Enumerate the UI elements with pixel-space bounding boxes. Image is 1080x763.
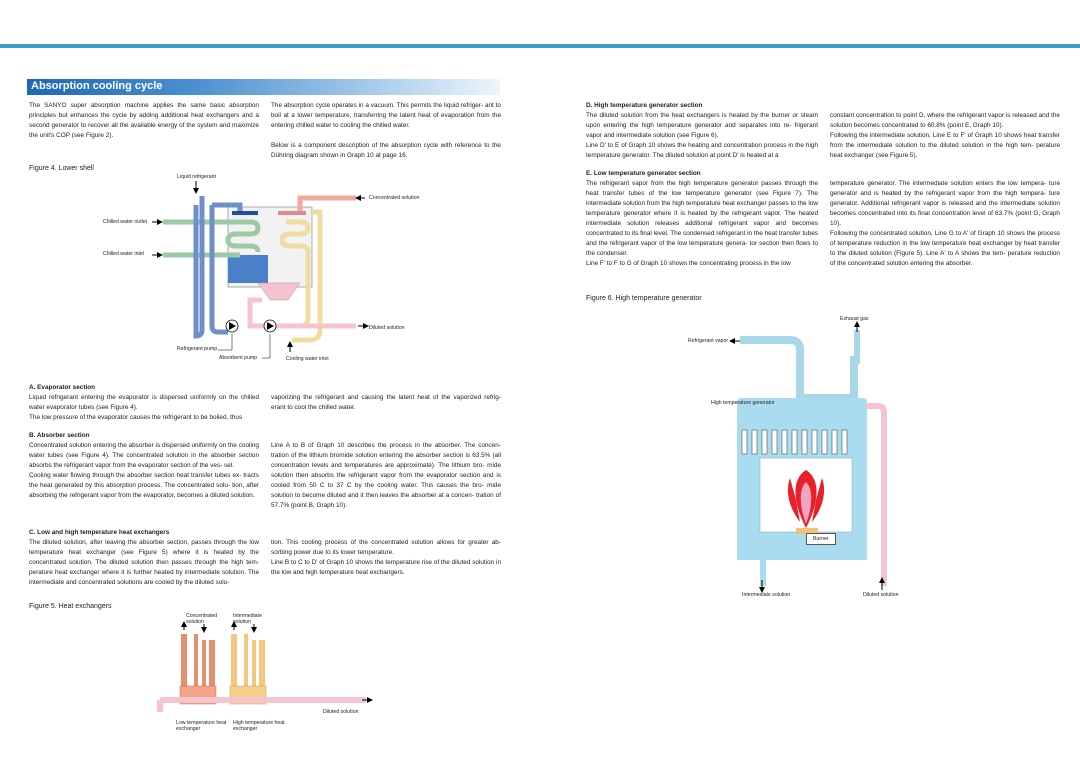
figure-6-caption: Figure 6. High temperature generator xyxy=(586,295,702,302)
intro-paragraph-2b: Below is a component description of the absorption cycle with reference to the Dühring diagram shown in Graph 10 at page 16. xyxy=(271,142,501,159)
intro-paragraph-2a: The absorption cycle operates in a vacuum. This permits the liquid refriger- ant to boil at a lower temperature, transferring the latent heat of evaporation from the entering chilled water to cooling the chilled water. xyxy=(271,102,501,129)
absorber-sump xyxy=(258,283,300,300)
label-intermediate-solution-fig5: Intermediate solution xyxy=(233,613,262,625)
label-chilled-water-outlet: Chilled water outlet xyxy=(103,219,148,225)
refrigerant-spray-header xyxy=(232,211,258,215)
section-a-paragraph-2: The low pressure of the evaporator causes the refrigerant to be boiled, thus xyxy=(29,414,243,421)
section-c-paragraph-2: tion. This cooling process of the concentrated solution allows for greater ab- sorbing power due to its lower temperature. xyxy=(271,539,501,556)
section-d-column-1 xyxy=(586,101,818,161)
label-diluted-solution-fig5: Diluted solution xyxy=(323,709,359,715)
section-e-title: E. Low temperature generator section xyxy=(586,170,701,177)
section-d-column-2 xyxy=(830,111,1060,161)
section-a-paragraph-3: vaporizing the refrigerant and causing the latent heat of the vaporized refrig- erant to cool the chilled water. xyxy=(271,394,501,411)
label-concentrated-solution: Concentrated solution xyxy=(369,195,420,201)
section-e-column-2 xyxy=(830,179,1060,269)
label-low-temp-hx: Low temperature heat exchanger xyxy=(176,720,227,732)
section-e-paragraph-3: temperature generator. The intermediate solution enters the low tempera- ture generator and is heated by the refrigerant vapor from the high tempera- ture generator. Additional refrigerant vapor is released and the intermediate solution becomes concentrated into its final concentration level of 63.7% (point G, Graph 10). xyxy=(830,180,1060,227)
label-refrigerant-pump: Refrigerant pump xyxy=(177,346,218,352)
label-concentrated-solution-fig5: Concentrated solution xyxy=(186,613,218,625)
figure-5-caption: Figure 5. Heat exchangers xyxy=(29,603,112,610)
figure-4-caption: Figure 4. Lower shell xyxy=(29,165,94,172)
section-c-column-1 xyxy=(29,528,259,588)
section-e-column-1 xyxy=(586,169,818,269)
section-e-paragraph-1: The refrigerant vapor from the high temperature generator passes through the heat transfer tubes of the low temperature generator (see Figure 7). The intermediate solution from the high temperature heat exchanger passes to the low temperature generator where it is heated by the refrigerant vapor. The heated intermediate solution releases additional refrigerant vapor and becomes concentrated to its final level. The condensed refrigerant in the heat transfer tubes and the refrigerant vapor of the low temperature genera- tor section then flows to the condenser. xyxy=(586,180,818,257)
label-exhaust-gas: Exhaust gas xyxy=(840,316,869,322)
section-c-paragraph-3: Line B to C to D' of Graph 10 shows the temperature rise of the diluted solution in the low and high temperature heat exchangers. xyxy=(271,559,501,576)
intro-paragraph-1: The SANYO super absorption machine applies the same basic absorption principles but enhances the cycle by adding additional heat exchangers and a second generator to recover all the available energy of the system and maximize the unit's COP (see Figure 2). xyxy=(29,102,259,139)
section-a-column-2 xyxy=(271,393,501,413)
label-high-temp-hx: High temperature heat exchanger xyxy=(233,720,285,732)
label-cooling-water-inlet: Cooling water inlet xyxy=(286,356,329,362)
section-d-title: D. High temperature generator section xyxy=(586,102,703,109)
figure-5-diagram xyxy=(160,624,370,712)
label-liquid-refrigerant: Liquid refrigerant xyxy=(177,174,216,180)
section-e-paragraph-2: Line F' to F to G of Graph 10 shows the concentrating process in the low xyxy=(586,260,791,267)
section-d-paragraph-3: constant concentration to point D, where the refrigerant vapor is released and the solution becomes concentrated to 60.8% (point E, Graph 10). xyxy=(830,112,1060,129)
section-d-paragraph-1: The diluted solution from the heat exchangers is heated by the burner or steam upon entering the high temperature generator and separates into re- frigerant vapor and intermediate solution (see Figure 6). xyxy=(586,112,818,139)
label-burner: Burner xyxy=(806,533,836,545)
section-a-title: A. Evaporator section xyxy=(29,384,96,391)
solution-spray-header xyxy=(278,211,306,215)
label-high-temp-generator: High temperature generator xyxy=(711,400,775,406)
label-chilled-water-inlet: Chilled water inlet xyxy=(103,251,144,257)
section-b-column-2 xyxy=(271,441,501,511)
label-refrigerant-vapor: Refrigerant vapor xyxy=(688,338,729,344)
section-a-column-1 xyxy=(29,383,259,423)
section-c-paragraph-1: The diluted solution, after leaving the absorber section, passes through the low temperature heat exchanger (see Figure 5) where it is heated by the concentrated solution. The diluted solution then passes through the high tem- perature heat exchanger where it is further heated by intermediate solution. The intermediate and concentrated solutions are cooled by the diluted solu- xyxy=(29,539,259,586)
section-title: Absorption cooling cycle xyxy=(31,80,163,92)
section-c-column-2 xyxy=(271,538,501,578)
section-b-paragraph-3: Line A to B of Graph 10 describes the process in the absorber. The concen- tration of the lithium bromide solution entering the absorber section is 63.5% (all concentration levels and temperatures are approximate). The lithium bro- mide solution then absorbs the refrigerant vapor from the evaporator section and is cooled from 50 C to 37 C by the cooling water. This causes the bro- mide solution to become diluted and it then leaves the absorber at a concen- tration of 57.7% (point B, Graph 10). xyxy=(271,442,501,509)
section-c-title: C. Low and high temperature heat exchangers xyxy=(29,529,170,536)
section-b-paragraph-1: Concentrated solution entering the absorber is dispersed uniformly on the cooling water tubes (see Figure 4). The concentrated solution in the absorber section absorbs the refrigerant vapor from the evaporator section of the ves- sel. xyxy=(29,442,259,469)
label-diluted-solution-fig4: Diluted solution xyxy=(369,325,405,331)
section-e-paragraph-4: Following the concentrated solution, Line G to A' of Graph 10 shows the process of temperature reduction in the low temperature heat exchanger by heat transfer to the diluted solution (Figure 5). Line A' to A shows the tem- perature reduction of the concentrated solution entering the absorber. xyxy=(830,230,1060,267)
evaporator-pool xyxy=(228,255,268,283)
section-a-paragraph-1: Liquid refrigerant entering the evaporator is dispersed uniformly on the chilled water evaporator tubes (see Figure 4). xyxy=(29,394,259,411)
section-d-paragraph-4: Following the intermediate solution, Line E to F' of Graph 10 shows heat transfer from the intermediate solution to the diluted solution in the high tem- perature heat exchanger (see Figure 5). xyxy=(830,132,1060,159)
figure-6-diagram xyxy=(732,324,884,590)
label-diluted-solution-fig6: Diluted solution xyxy=(863,592,899,598)
section-d-paragraph-2: Line D' to E of Graph 10 shows the heating and concentration process in the high temperature generator. The diluted solution at point D' is heated at a xyxy=(586,142,818,159)
section-b-title: B. Absorber section xyxy=(29,432,90,439)
label-absorbent-pump: Absorbent pump xyxy=(219,355,258,361)
label-intermediate-solution-fig6: Intermediate solution xyxy=(742,592,791,598)
section-b-paragraph-2: Cooling water flowing through the absorber section heat transfer tubes ex- tracts the heat generated by this absorption process. The concentrated solu- tion, after absorbing the refrigerant vapor from the evaporator, becomes a diluted solution. xyxy=(29,472,259,499)
section-b-column-1 xyxy=(29,431,259,501)
